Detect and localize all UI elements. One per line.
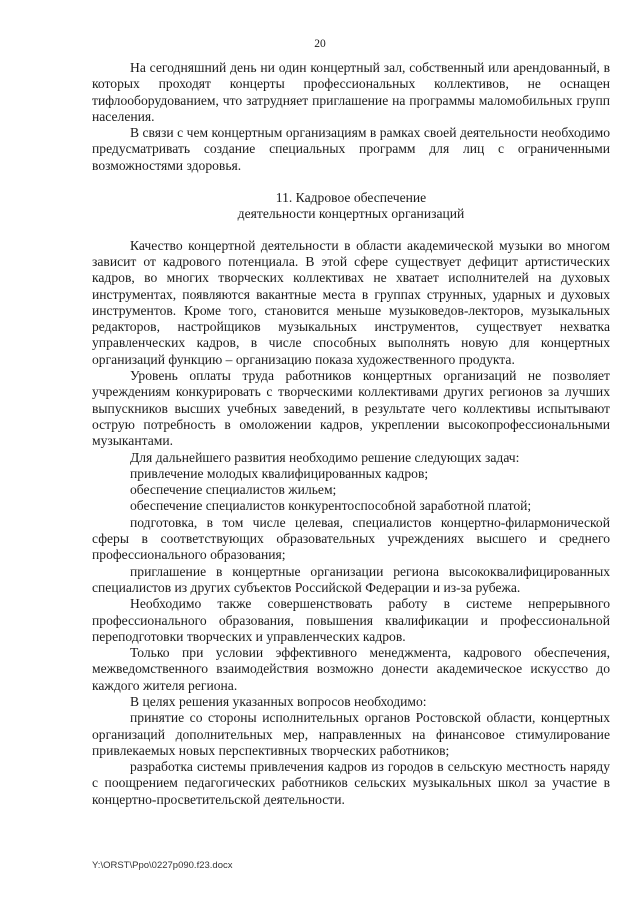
paragraph: Качество концертной деятельности в области академической музыки во многом зависит от кадрового потенциала. В этой сфере существует дефицит артистических кадров, во многих творческих коллективах не хватает исполнителей на духовых инструментах, появляются вакантные места в группах струнных, ударных и духовых инструментов. Кроме того, становится меньше музыковедов-лекторов, музыкальных редакторов, настройщиков музыкальных инструментов, существует нехватка управленческих кадров, в числе способных выполнять новую для концертных организаций функцию – организацию показа художественного продукта. — [92, 237, 610, 367]
list-item: обеспечение специалистов жильем; — [130, 482, 337, 498]
document-body — [92, 60, 610, 808]
section-title-line1: 11. Кадровое обеспечение — [275, 190, 427, 206]
paragraph: В связи с чем концертным организациям в рамках своей деятельности необходимо предусматривать создание специальных программ для лиц с ограниченными возможностями здоровья. — [92, 125, 610, 173]
list-item: привлечение молодых квалифицированных кадров; — [130, 465, 429, 481]
paragraph: В целях решения указанных вопросов необходимо: — [130, 693, 427, 709]
page-number: 20 — [314, 38, 326, 50]
paragraph: На сегодняшний день ни один концертный зал, собственный или арендованный, в которых проходят концерты профессиональных коллективов, не оснащен тифлооборудованием, что затрудняет приглашение на программы маломобильных групп населения. — [92, 60, 610, 124]
list-item: принятие со стороны исполнительных органов Ростовской области, концертных организаций дополнительных мер, направленных на финансовое стимулирование привлекаемых новых перспективных творческих работников; — [92, 710, 610, 758]
list-item: приглашение в концертные организации региона высококвалифицированных специалистов из других субъектов Российской Федерации и из-за рубежа. — [92, 563, 610, 595]
paragraph: Уровень оплаты труда работников концертных организаций не позволяет учреждениям конкурировать с творческими коллективами других регионов за лучших выпускников высших учебных заведений, в результате чего коллективы испытывают острую потребность в омоложении кадров, укреплении высокопрофессиональными музыкантами. — [92, 368, 610, 449]
list-item: подготовка, в том числе целевая, специалистов концертно-филармонической сферы в соответствующих образовательных учреждениях высшего и среднего профессионального образования; — [92, 514, 610, 563]
paragraph: Для дальнейшего развития необходимо решение следующих задач: — [130, 449, 520, 465]
paragraph: Необходимо также совершенствовать работу в системе непрерывного профессионального образования, повышения квалификации и профессиональной переподготовки творческих и управленческих кадров. — [92, 596, 610, 644]
section-heading — [92, 190, 610, 223]
list-item: обеспечение специалистов конкурентоспособной заработной платой; — [130, 498, 532, 514]
list-item: разработка системы привлечения кадров из городов в сельскую местность наряду с поощрением педагогических работников сельских музыкальных школ за участие в концертно-просветительской деятельности. — [92, 759, 610, 807]
section-title-line2: деятельности концертных организаций — [237, 206, 465, 222]
footer-file-path: Y:\ORST\Ppo\0227p090.f23.docx — [92, 860, 233, 871]
paragraph: Только при условии эффективного менеджмента, кадрового обеспечения, межведомственного взаимодействия возможно донести академическое искусство до каждого жителя региона. — [92, 645, 610, 693]
